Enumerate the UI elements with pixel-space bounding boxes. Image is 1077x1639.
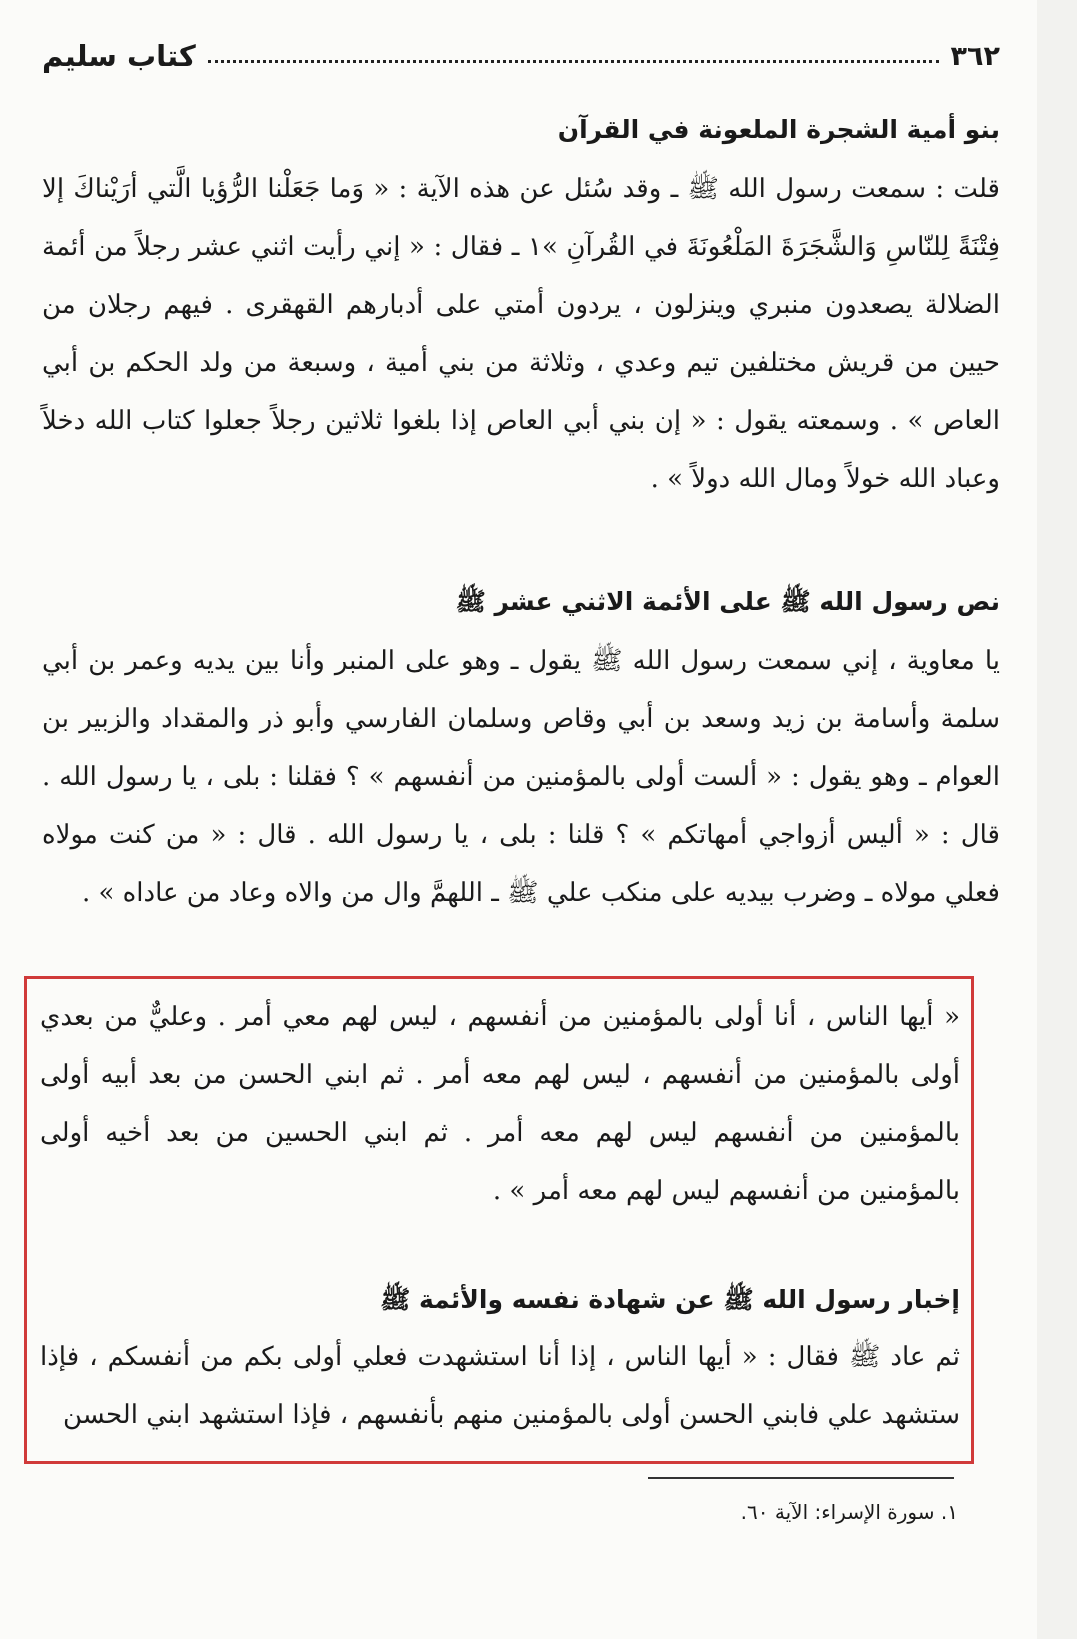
header-dotted-leader bbox=[208, 50, 939, 63]
section-heading-twelve-imams: نص رسول الله ﷺ على الأئمة الاثني عشر ﷺ bbox=[455, 587, 1000, 616]
footnote-divider bbox=[648, 1477, 954, 1479]
paragraph-ghadir: يا معاوية ، إني سمعت رسول الله ﷺ يقول ـ وهو على المنبر وأنا بين يديه وعمر بن أبي سلمة وأسامة بن زيد وسعد بن أبي وقاص وسلمان الفارسي وأبو ذر والمقداد والزبير بن العوام ـ وهو يقول : « ألست أولى بالمؤمنين من أنفسهم » ؟ فقلنا : بلى ، يا رسول الله . قال : « أليس أزواجي أمهاتكم » ؟ قلنا : بلى ، يا رسول الله . قال : « من كنت مولاه فعلي مولاه ـ وضرب بيديه على منكب علي ﷺ ـ اللهمَّ وال من والاه وعاد من عاداه » . bbox=[42, 646, 1000, 908]
footnote: ١. سورة الإسراء: الآية ٦٠. bbox=[740, 1500, 958, 1524]
paragraph-martyrdom: ثم عاد ﷺ فقال : « أيها الناس ، إذا أنا استشهدت فعلي أولى بكم من أنفسكم ، فإذا ستشهد علي فابني الحسن أولى بالمؤمنين منهم بأنفسهم ، فإذا استشهد ابني الحسن bbox=[40, 1342, 960, 1430]
page-number: ٣٦٢ bbox=[950, 40, 1000, 72]
paragraph-boxed-imams: « أيها الناس ، أنا أولى بالمؤمنين من أنفسهم ، ليس لهم معي أمر . وعليٌّ من بعدي أولى بالمؤمنين من أنفسهم ، ليس لهم معه أمر . ثم ابني الحسن من بعد أبيه أولى بالمؤمنين من أنفسهم ليس لهم معه أمر . ثم ابني الحسين من بعد أخيه أولى بالمؤمنين من أنفسهم ليس لهم معه أمر » . bbox=[40, 1002, 960, 1206]
page-margin bbox=[1037, 0, 1077, 1639]
section-heading-martyrdom: إخبار رسول الله ﷺ عن شهادة نفسه والأئمة ﷺ bbox=[380, 1285, 960, 1314]
paragraph-quran-verse: قلت : سمعت رسول الله ﷺ ـ وقد سُئل عن هذه الآية : « وَما جَعَلْنا الرُّؤيا الَّتي أرَيْناكَ إلا فِتْنَةً لِلنّاسِ وَالشَّجَرَةَ المَلْعُونَةَ في القُرآنِ »١ ـ فقال : « إني رأيت اثني عشر رجلاً من أئمة الضلالة يصعدون منبري وينزلون ، يردون أمتي على أدبارهم القهقرى . فيهم رجلان من حيين من قريش مختلفين تيم وعدي ، وثلاثة من بني أمية ، وسبعة من ولد الحكم بن أبي العاص » . وسمعته يقول : « إن بني أبي العاص إذا بلغوا ثلاثين رجلاً جعلوا كتاب الله دخلاً وعباد الله خولاً ومال الله دولاً » . bbox=[42, 174, 1001, 494]
page-header bbox=[42, 36, 1000, 76]
section-heading-umayyad-tree: بنو أمية الشجرة الملعونة في القرآن bbox=[557, 115, 1000, 144]
book-title: كتاب سليم bbox=[42, 39, 196, 73]
